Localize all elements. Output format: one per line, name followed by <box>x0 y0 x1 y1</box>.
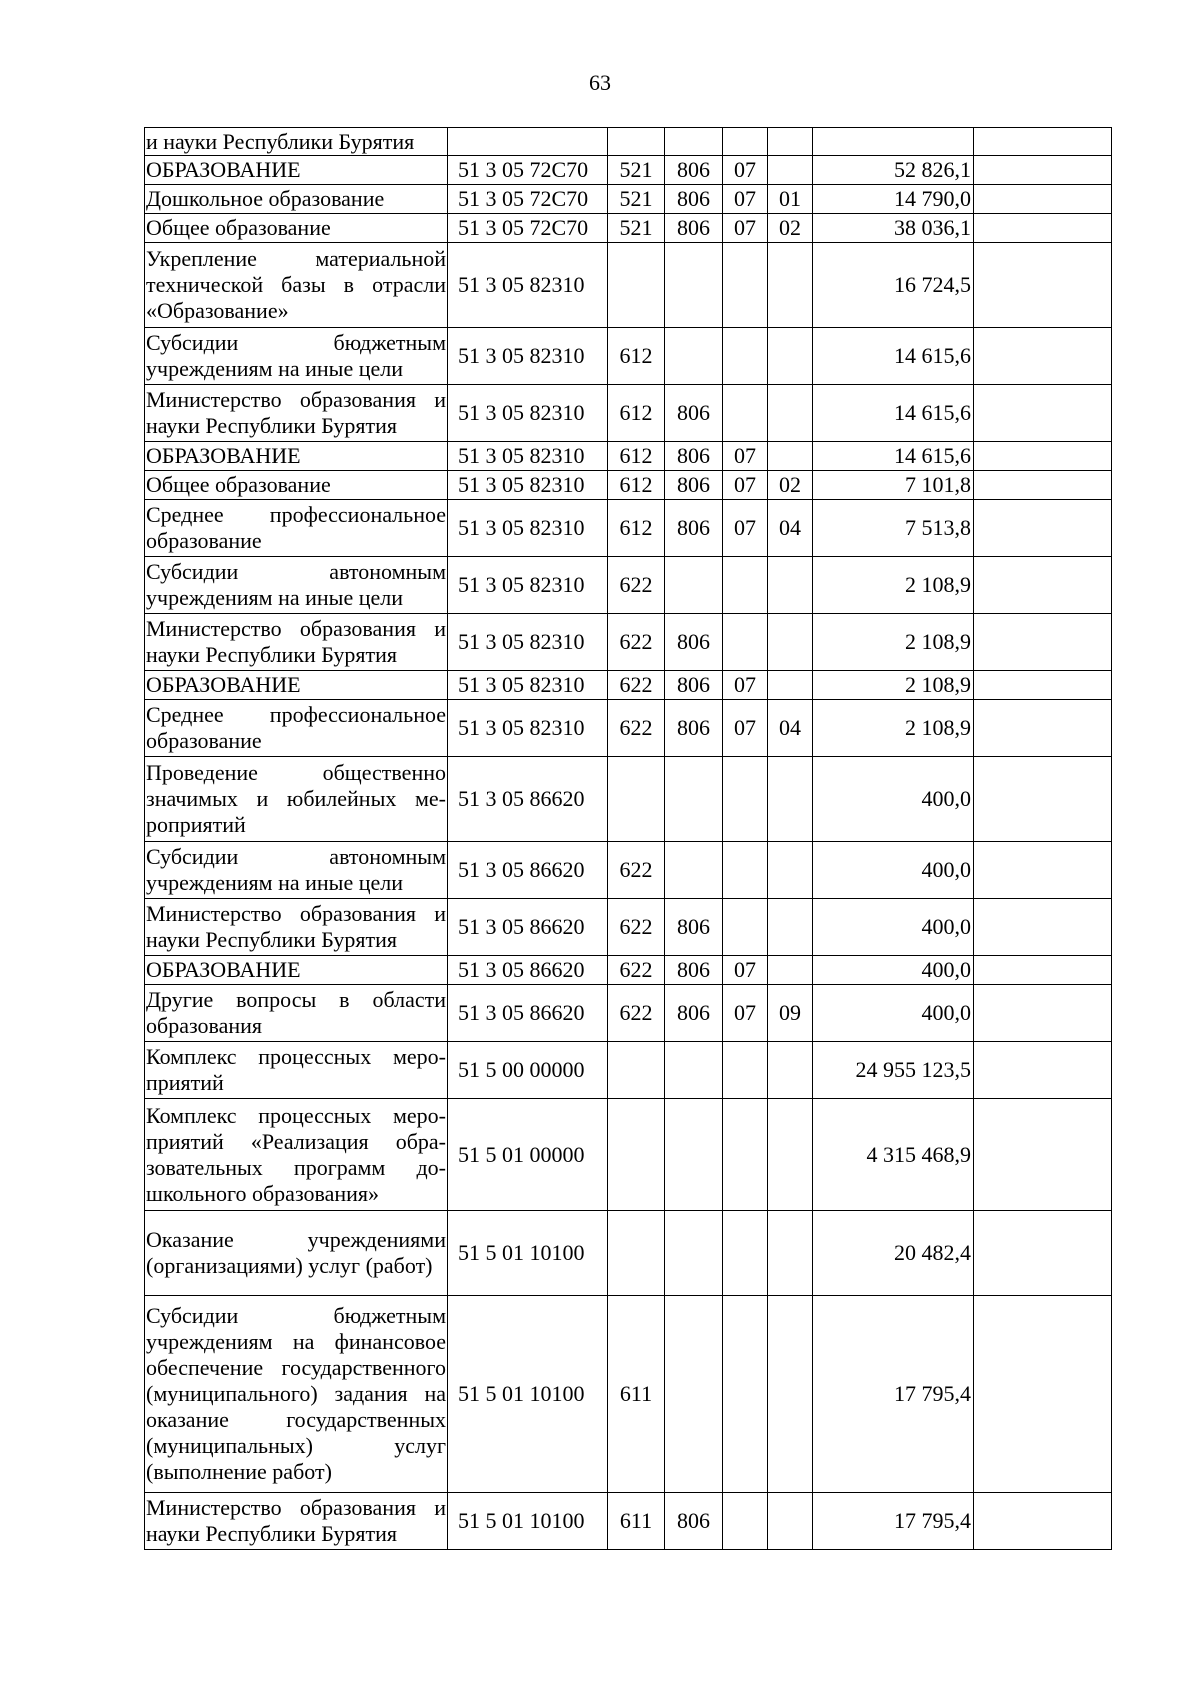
row-department <box>665 557 723 614</box>
row-subsection <box>768 757 813 842</box>
table-row <box>145 956 1112 985</box>
row-extra <box>974 956 1112 985</box>
row-section: 07 <box>723 214 768 243</box>
row-sum: 14 615,6 <box>813 385 974 442</box>
row-subsection <box>768 956 813 985</box>
row-section <box>723 614 768 671</box>
row-sum: 20 482,4 <box>813 1211 974 1296</box>
row-sum: 14 615,6 <box>813 328 974 385</box>
row-section <box>723 1296 768 1493</box>
row-sum: 2 108,9 <box>813 557 974 614</box>
row-section: 07 <box>723 956 768 985</box>
row-department <box>665 1099 723 1211</box>
row-subsection: 02 <box>768 471 813 500</box>
row-expense-type: 612 <box>608 500 665 557</box>
row-extra <box>974 1211 1112 1296</box>
row-name: Другие вопросы в области образования <box>145 985 448 1042</box>
row-name: Среднее профессиональное образование <box>145 700 448 757</box>
row-extra <box>974 185 1112 214</box>
row-subsection <box>768 557 813 614</box>
row-extra <box>974 385 1112 442</box>
row-department: 806 <box>665 956 723 985</box>
row-subsection <box>768 1296 813 1493</box>
row-section: 07 <box>723 471 768 500</box>
row-sum: 16 724,5 <box>813 243 974 328</box>
row-expense-type <box>608 243 665 328</box>
table-row <box>145 671 1112 700</box>
row-department <box>665 328 723 385</box>
table-row <box>145 899 1112 956</box>
row-section <box>723 1493 768 1550</box>
row-expense-type: 612 <box>608 328 665 385</box>
row-subsection <box>768 128 813 156</box>
row-name: и науки Республики Бурятия <box>145 128 448 156</box>
row-subsection <box>768 1211 813 1296</box>
row-section: 07 <box>723 442 768 471</box>
row-code: 51 3 05 82310 <box>448 700 608 757</box>
row-section: 07 <box>723 700 768 757</box>
row-subsection <box>768 1493 813 1550</box>
row-name: ОБРАЗОВАНИЕ <box>145 671 448 700</box>
table-row <box>145 1099 1112 1211</box>
row-section <box>723 385 768 442</box>
row-subsection: 02 <box>768 214 813 243</box>
row-expense-type: 622 <box>608 956 665 985</box>
row-department: 806 <box>665 1493 723 1550</box>
table-row <box>145 1042 1112 1099</box>
row-sum: 14 615,6 <box>813 442 974 471</box>
row-department: 806 <box>665 471 723 500</box>
row-code: 51 3 05 82310 <box>448 671 608 700</box>
row-section: 07 <box>723 156 768 185</box>
row-code: 51 3 05 82310 <box>448 471 608 500</box>
row-section: 07 <box>723 185 768 214</box>
row-extra <box>974 1493 1112 1550</box>
row-extra <box>974 500 1112 557</box>
row-code: 51 5 00 00000 <box>448 1042 608 1099</box>
row-sum: 17 795,4 <box>813 1296 974 1493</box>
row-expense-type: 622 <box>608 899 665 956</box>
row-department: 806 <box>665 442 723 471</box>
row-name: ОБРАЗОВАНИЕ <box>145 156 448 185</box>
row-section <box>723 1099 768 1211</box>
row-sum: 400,0 <box>813 899 974 956</box>
row-expense-type: 622 <box>608 842 665 899</box>
row-sum: 38 036,1 <box>813 214 974 243</box>
row-extra <box>974 128 1112 156</box>
row-code: 51 3 05 86620 <box>448 985 608 1042</box>
row-sum: 2 108,9 <box>813 671 974 700</box>
table-row <box>145 185 1112 214</box>
row-subsection <box>768 328 813 385</box>
row-expense-type <box>608 757 665 842</box>
row-extra <box>974 214 1112 243</box>
row-extra <box>974 842 1112 899</box>
table-row <box>145 156 1112 185</box>
row-code: 51 3 05 82310 <box>448 614 608 671</box>
row-name: Проведение общественно значимых и юбилейных мероприятий <box>145 757 448 842</box>
table-row <box>145 1493 1112 1550</box>
row-expense-type: 612 <box>608 471 665 500</box>
row-sum: 2 108,9 <box>813 614 974 671</box>
row-section: 07 <box>723 671 768 700</box>
row-section <box>723 757 768 842</box>
row-extra <box>974 700 1112 757</box>
row-name: Среднее профессиональное образование <box>145 500 448 557</box>
row-extra <box>974 471 1112 500</box>
row-subsection <box>768 243 813 328</box>
row-name: Субсидии бюджетным учреждениям на финансовое обеспечение государственного (муниципального) задания на оказание государственных (муниципальных) услуг (выполнение работ) <box>145 1296 448 1493</box>
row-extra <box>974 671 1112 700</box>
row-extra <box>974 156 1112 185</box>
page-number: 63 <box>589 70 611 95</box>
row-extra <box>974 1099 1112 1211</box>
row-expense-type: 622 <box>608 985 665 1042</box>
row-extra <box>974 985 1112 1042</box>
row-department: 806 <box>665 500 723 557</box>
row-name: ОБРАЗОВАНИЕ <box>145 956 448 985</box>
row-code: 51 3 05 86620 <box>448 757 608 842</box>
table-row <box>145 128 1112 156</box>
row-subsection <box>768 156 813 185</box>
row-department <box>665 243 723 328</box>
row-code: 51 3 05 86620 <box>448 899 608 956</box>
row-section <box>723 899 768 956</box>
row-name: Министерство образования и науки Республики Бурятия <box>145 614 448 671</box>
row-expense-type: 622 <box>608 557 665 614</box>
table-row <box>145 557 1112 614</box>
row-section <box>723 557 768 614</box>
row-code: 51 3 05 82310 <box>448 243 608 328</box>
row-expense-type: 521 <box>608 214 665 243</box>
row-sum: 14 790,0 <box>813 185 974 214</box>
row-subsection: 01 <box>768 185 813 214</box>
row-name: Субсидии автономным учреждениям на иные цели <box>145 842 448 899</box>
row-code: 51 3 05 82310 <box>448 442 608 471</box>
row-code: 51 5 01 10100 <box>448 1493 608 1550</box>
row-section: 07 <box>723 500 768 557</box>
row-code <box>448 128 608 156</box>
row-sum <box>813 128 974 156</box>
row-department: 806 <box>665 214 723 243</box>
row-sum: 24 955 123,5 <box>813 1042 974 1099</box>
row-code: 51 3 05 72С70 <box>448 185 608 214</box>
row-extra <box>974 243 1112 328</box>
row-department: 806 <box>665 385 723 442</box>
row-name: ОБРАЗОВАНИЕ <box>145 442 448 471</box>
row-subsection <box>768 842 813 899</box>
row-sum: 400,0 <box>813 956 974 985</box>
row-extra <box>974 442 1112 471</box>
row-subsection <box>768 1099 813 1211</box>
row-department <box>665 757 723 842</box>
row-code: 51 5 01 10100 <box>448 1296 608 1493</box>
table-row <box>145 471 1112 500</box>
row-extra <box>974 328 1112 385</box>
row-section <box>723 1042 768 1099</box>
row-code: 51 3 05 82310 <box>448 557 608 614</box>
table-row <box>145 614 1112 671</box>
row-extra <box>974 757 1112 842</box>
row-expense-type: 611 <box>608 1493 665 1550</box>
row-name: Министерство образования и науки Республики Бурятия <box>145 1493 448 1550</box>
row-code: 51 3 05 72С70 <box>448 214 608 243</box>
table-row <box>145 700 1112 757</box>
row-expense-type: 611 <box>608 1296 665 1493</box>
row-name: Общее образование <box>145 471 448 500</box>
row-name: Дошкольное образование <box>145 185 448 214</box>
row-name: Комплекс процессных мероприятий <box>145 1042 448 1099</box>
row-department <box>665 842 723 899</box>
row-extra <box>974 899 1112 956</box>
row-section <box>723 1211 768 1296</box>
row-subsection <box>768 442 813 471</box>
row-subsection <box>768 1042 813 1099</box>
row-sum: 7 101,8 <box>813 471 974 500</box>
row-name: Субсидии бюджетным учреждениям на иные цели <box>145 328 448 385</box>
row-extra <box>974 1042 1112 1099</box>
row-code: 51 5 01 00000 <box>448 1099 608 1211</box>
row-code: 51 3 05 72С70 <box>448 156 608 185</box>
row-name: Оказание учреждениями (организациями) услуг (работ) <box>145 1211 448 1296</box>
row-department: 806 <box>665 671 723 700</box>
row-code: 51 3 05 82310 <box>448 328 608 385</box>
row-name: Министерство образования и науки Республики Бурятия <box>145 899 448 956</box>
row-code: 51 5 01 10100 <box>448 1211 608 1296</box>
row-name: Общее образование <box>145 214 448 243</box>
table-row <box>145 243 1112 328</box>
row-sum: 7 513,8 <box>813 500 974 557</box>
row-expense-type <box>608 1211 665 1296</box>
row-department <box>665 1296 723 1493</box>
table-row <box>145 985 1112 1042</box>
row-sum: 400,0 <box>813 842 974 899</box>
row-name: Министерство образования и науки Республики Бурятия <box>145 385 448 442</box>
row-expense-type: 622 <box>608 700 665 757</box>
row-sum: 52 826,1 <box>813 156 974 185</box>
row-department: 806 <box>665 700 723 757</box>
row-expense-type: 622 <box>608 614 665 671</box>
row-subsection: 04 <box>768 500 813 557</box>
row-extra <box>974 614 1112 671</box>
row-department: 806 <box>665 899 723 956</box>
row-code: 51 3 05 86620 <box>448 842 608 899</box>
table-row <box>145 442 1112 471</box>
budget-table <box>144 127 1112 1550</box>
row-department <box>665 128 723 156</box>
table-row <box>145 757 1112 842</box>
row-subsection: 04 <box>768 700 813 757</box>
row-expense-type: 622 <box>608 671 665 700</box>
table-row <box>145 328 1112 385</box>
row-department <box>665 1211 723 1296</box>
row-section: 07 <box>723 985 768 1042</box>
row-name: Комплекс процессных мероприятий «Реализация образовательных программ дошкольного образования» <box>145 1099 448 1211</box>
row-expense-type <box>608 1042 665 1099</box>
table-row <box>145 842 1112 899</box>
row-code: 51 3 05 82310 <box>448 385 608 442</box>
row-name: Укрепление материальной технической базы в отрасли «Образование» <box>145 243 448 328</box>
row-sum: 400,0 <box>813 757 974 842</box>
row-section <box>723 243 768 328</box>
row-extra <box>974 557 1112 614</box>
row-expense-type: 521 <box>608 156 665 185</box>
table-row <box>145 1211 1112 1296</box>
row-code: 51 3 05 86620 <box>448 956 608 985</box>
row-department: 806 <box>665 614 723 671</box>
table-row <box>145 500 1112 557</box>
row-name: Субсидии автономным учреждениям на иные цели <box>145 557 448 614</box>
row-expense-type <box>608 1099 665 1211</box>
row-department <box>665 1042 723 1099</box>
table-body <box>145 128 1112 1550</box>
row-expense-type <box>608 128 665 156</box>
table-row <box>145 1296 1112 1493</box>
table-row <box>145 214 1112 243</box>
row-subsection: 09 <box>768 985 813 1042</box>
row-subsection <box>768 671 813 700</box>
row-expense-type: 612 <box>608 442 665 471</box>
row-sum: 2 108,9 <box>813 700 974 757</box>
row-sum: 400,0 <box>813 985 974 1042</box>
row-department: 806 <box>665 185 723 214</box>
row-code: 51 3 05 82310 <box>448 500 608 557</box>
row-expense-type: 521 <box>608 185 665 214</box>
row-sum: 4 315 468,9 <box>813 1099 974 1211</box>
row-extra <box>974 1296 1112 1493</box>
row-subsection <box>768 899 813 956</box>
row-subsection <box>768 614 813 671</box>
row-section <box>723 328 768 385</box>
row-expense-type: 612 <box>608 385 665 442</box>
row-subsection <box>768 385 813 442</box>
table-row <box>145 385 1112 442</box>
row-section <box>723 842 768 899</box>
row-department: 806 <box>665 985 723 1042</box>
row-sum: 17 795,4 <box>813 1493 974 1550</box>
row-section <box>723 128 768 156</box>
row-department: 806 <box>665 156 723 185</box>
